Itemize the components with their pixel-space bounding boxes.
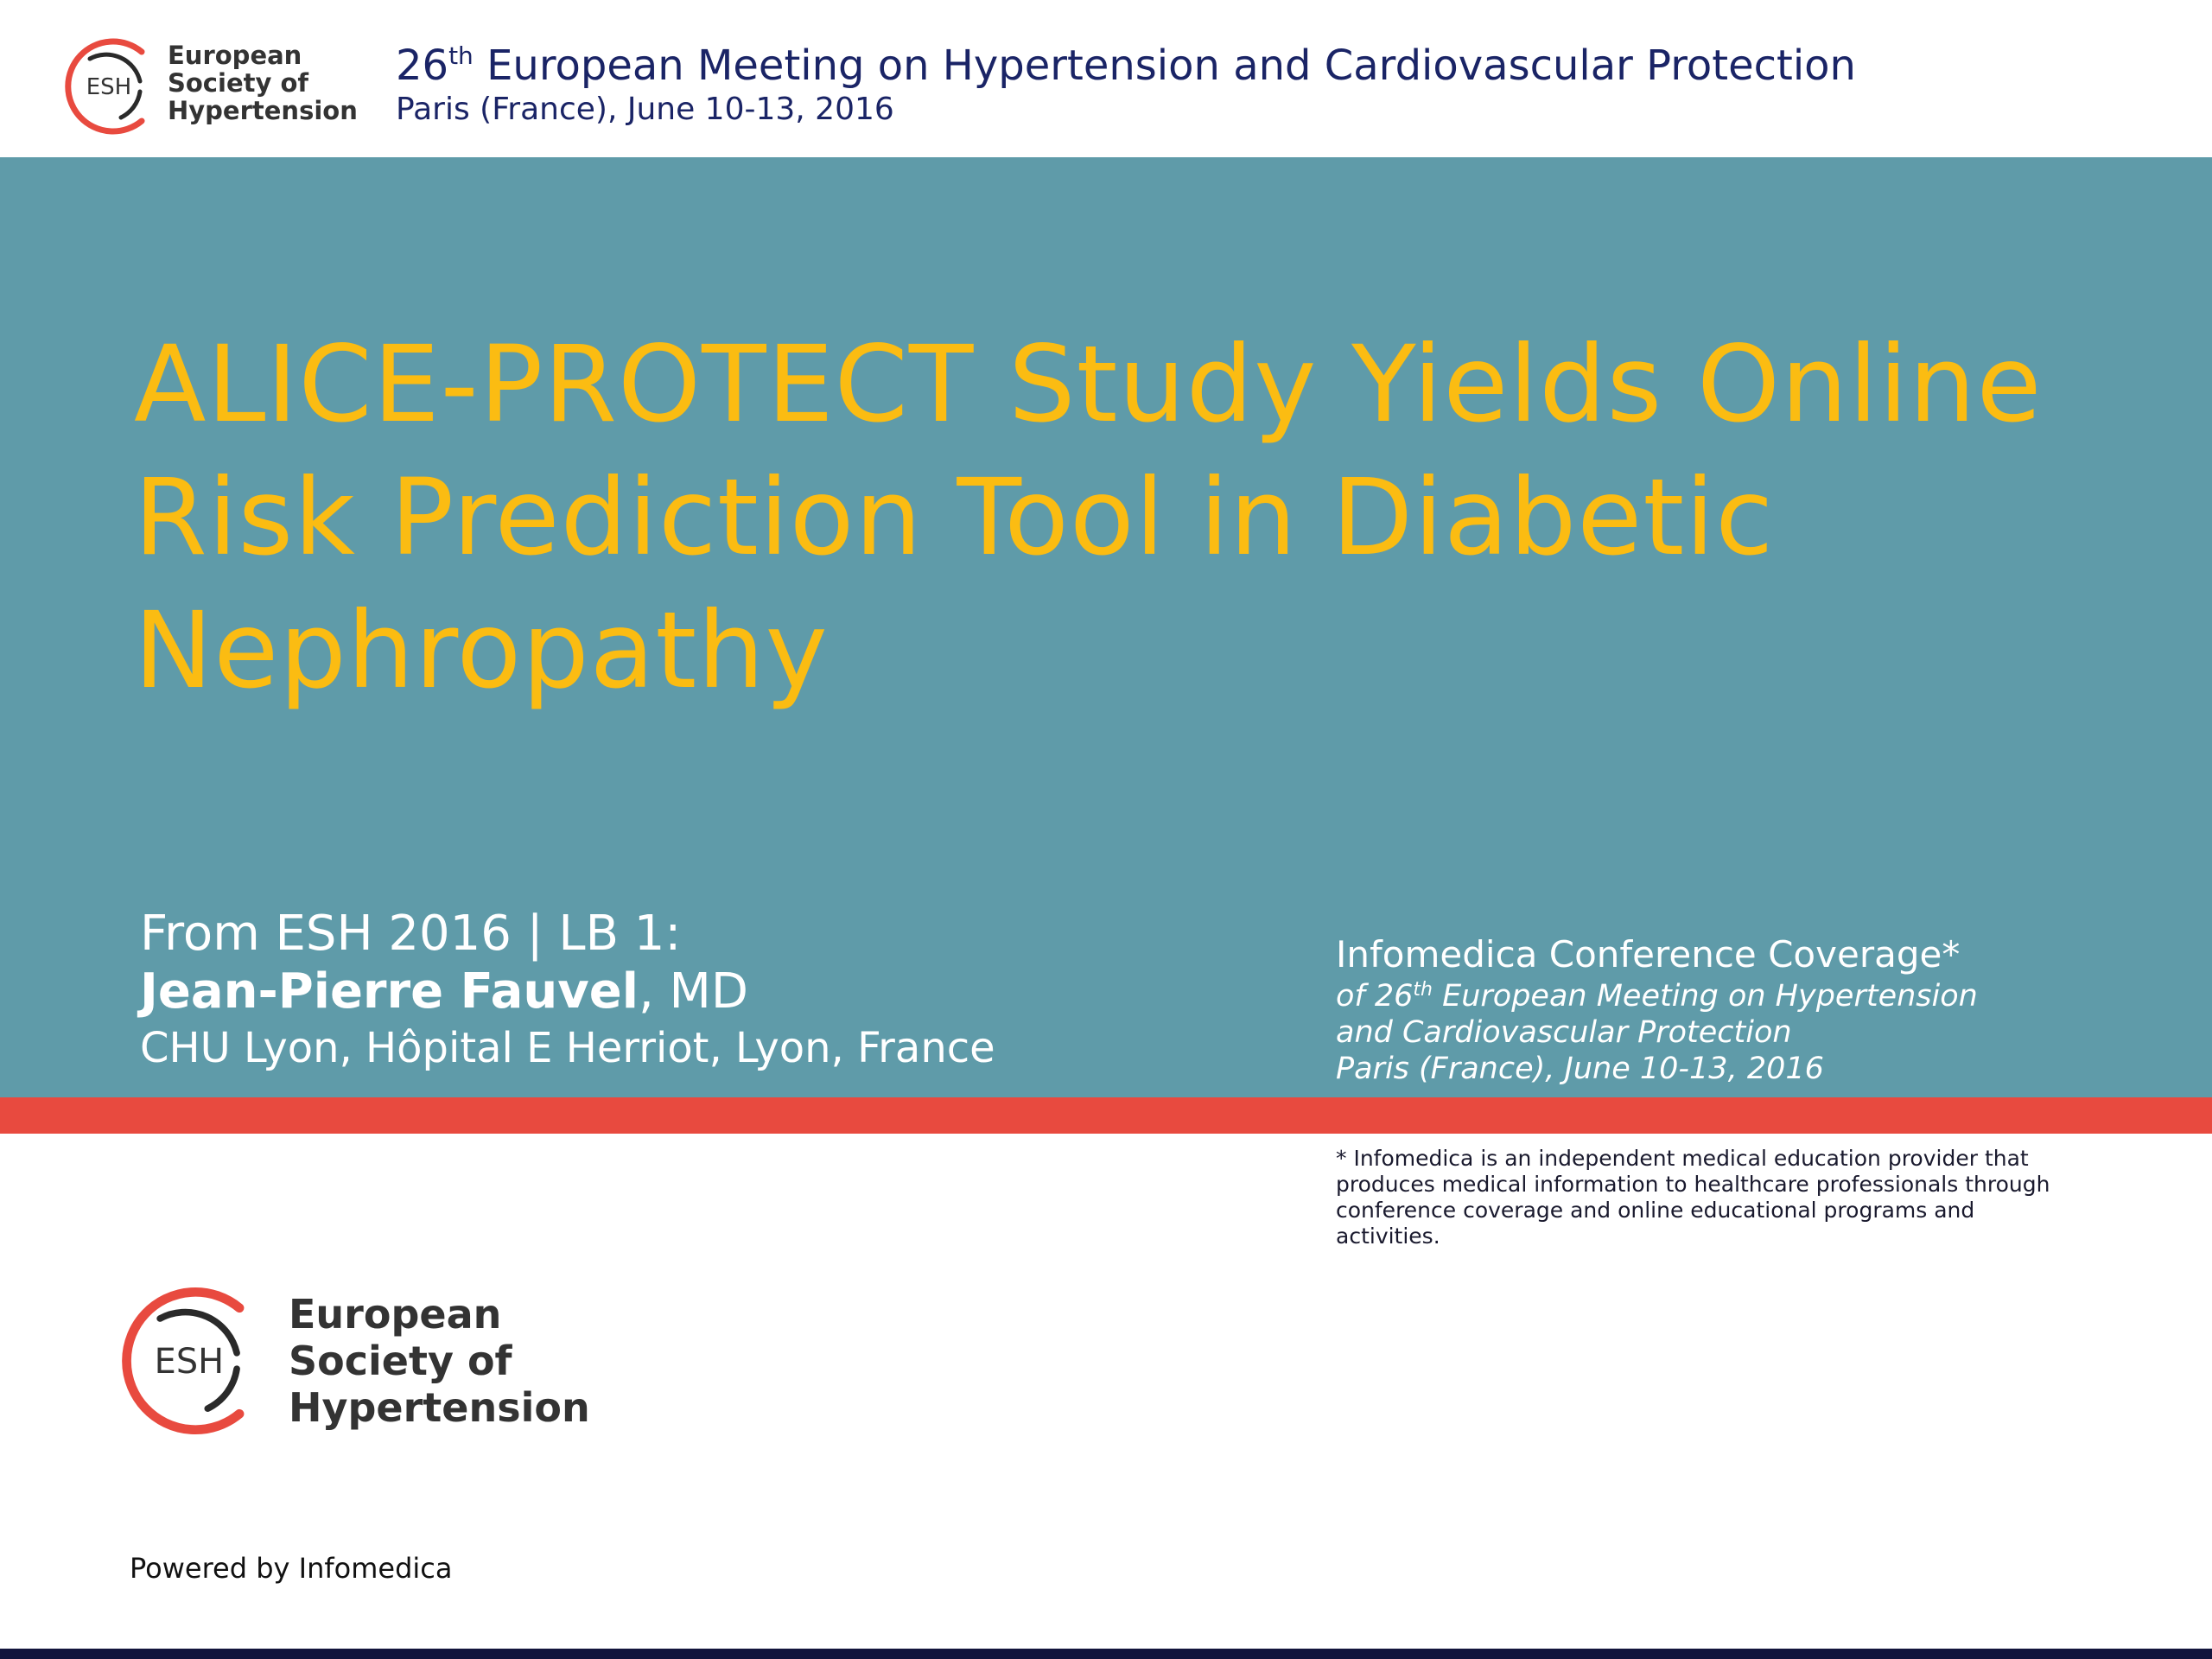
esh-logo-footer	[112, 1279, 596, 1443]
speaker-affiliation: CHU Lyon, Hôpital E Herriot, Lyon, France	[140, 1024, 995, 1072]
esh-logo-header	[60, 33, 358, 140]
coverage-line-1	[1336, 978, 1978, 1014]
speaker-block	[140, 906, 995, 1075]
coverage-line-3: Paris (France), June 10-13, 2016	[1336, 1052, 1824, 1086]
meeting-ordinal-suffix: th	[448, 41, 474, 70]
coverage-block	[1336, 931, 1978, 1087]
speaker-name: Jean-Pierre Fauvel	[140, 963, 639, 1020]
bottom-bar	[0, 1649, 2212, 1659]
powered-by-text: Powered by Infomedica	[130, 1552, 453, 1585]
infomedica-disclaimer: * Infomedica is an independent medical education provider that produces medical information to healthcare professionals through conference coverage and online educational programs and activities.	[1336, 1146, 2050, 1249]
coverage-ordinal-suffix: th	[1413, 979, 1433, 1001]
meeting-title-text: European Meeting on Hypertension and Cardiovascular Protection	[473, 41, 1856, 90]
esh-logo-name	[289, 1291, 590, 1431]
meeting-title	[396, 41, 1856, 90]
speaker-degree: , MD	[638, 963, 748, 1020]
coverage-ordinal-number: of 26	[1336, 979, 1414, 1014]
logo-name-line: Hypertension	[168, 96, 358, 125]
logo-name-line: Society of	[168, 68, 309, 98]
esh-ring-icon	[112, 1279, 276, 1443]
title-band	[0, 157, 2212, 1097]
esh-logo-name	[168, 41, 358, 124]
coverage-title: Infomedica Conference Coverage*	[1336, 933, 1961, 976]
red-divider-stripe	[0, 1097, 2212, 1134]
speaker-line	[140, 963, 995, 1021]
coverage-line-2: and Cardiovascular Protection	[1336, 1015, 1792, 1050]
logo-name-line: European	[168, 41, 302, 70]
esh-logo-mark-text: ESH	[86, 74, 132, 100]
slide-title: ALICE-PROTECT Study Yields Online Risk Prediction Tool in Diabetic Nephropathy	[134, 323, 2043, 712]
esh-ring-icon	[60, 33, 164, 140]
logo-name-line: Society of	[289, 1338, 512, 1384]
meeting-ordinal-number: 26	[396, 41, 449, 90]
logo-name-line: European	[289, 1291, 502, 1338]
speaker-intro: From ESH 2016 | LB 1:	[140, 906, 682, 962]
header	[0, 0, 2212, 157]
meeting-subtitle: Paris (France), June 10-13, 2016	[396, 92, 894, 127]
logo-name-line: Hypertension	[289, 1384, 590, 1431]
esh-logo-mark-text: ESH	[154, 1341, 225, 1382]
coverage-line-1-text: European Meeting on Hypertension	[1432, 979, 1978, 1014]
